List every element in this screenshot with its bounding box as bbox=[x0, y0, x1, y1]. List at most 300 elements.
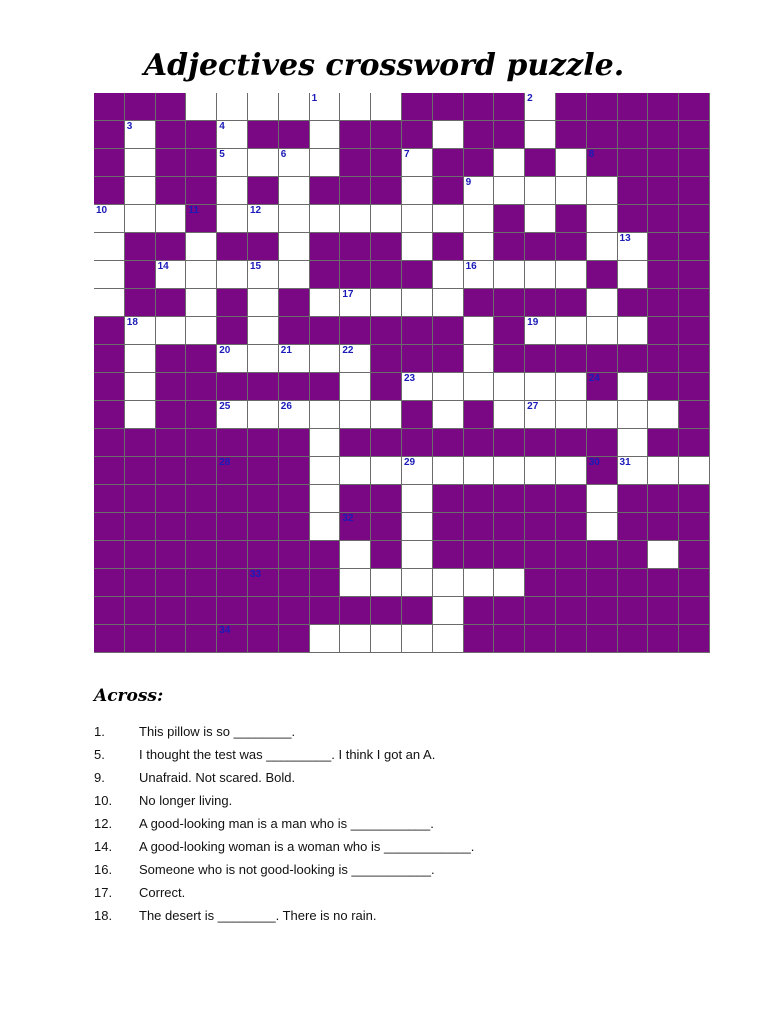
grid-cell-open[interactable] bbox=[279, 93, 310, 121]
grid-cell-block bbox=[217, 457, 248, 485]
grid-cell-open[interactable] bbox=[217, 177, 248, 205]
grid-cell-block bbox=[248, 513, 279, 541]
grid-cell-open[interactable] bbox=[556, 149, 587, 177]
grid-cell-open[interactable] bbox=[156, 317, 187, 345]
grid-cell-open[interactable] bbox=[279, 233, 310, 261]
grid-cell-block bbox=[248, 597, 279, 625]
clue-number: 10 bbox=[96, 205, 108, 216]
grid-cell-block bbox=[587, 93, 618, 121]
grid-cell-open[interactable] bbox=[248, 261, 279, 289]
grid-cell-open[interactable] bbox=[433, 121, 464, 149]
grid-cell-open[interactable] bbox=[525, 317, 556, 345]
grid-cell-block bbox=[125, 513, 156, 541]
grid-cell-open[interactable] bbox=[402, 541, 433, 569]
clue-item bbox=[94, 881, 714, 904]
grid-cell-open[interactable] bbox=[94, 289, 125, 317]
grid-cell-block bbox=[648, 233, 679, 261]
grid-cell-block bbox=[125, 485, 156, 513]
grid-cell-block bbox=[402, 597, 433, 625]
grid-cell-open[interactable] bbox=[279, 261, 310, 289]
grid-cell-block bbox=[494, 93, 525, 121]
grid-cell-block bbox=[587, 373, 618, 401]
grid-cell-open[interactable] bbox=[433, 625, 464, 653]
grid-cell-open[interactable] bbox=[618, 373, 649, 401]
clue-item-text: No longer living. bbox=[139, 793, 233, 808]
grid-cell-open[interactable] bbox=[464, 457, 495, 485]
grid-cell-block bbox=[186, 373, 217, 401]
grid-cell-open[interactable] bbox=[402, 513, 433, 541]
grid-cell-block bbox=[310, 177, 341, 205]
grid-cell-open[interactable] bbox=[310, 149, 341, 177]
clue-item-number: 18. bbox=[94, 908, 113, 923]
grid-cell-block bbox=[279, 121, 310, 149]
clue-number: 33 bbox=[249, 569, 262, 580]
grid-cell-open[interactable] bbox=[248, 93, 279, 121]
grid-cell-open[interactable] bbox=[402, 289, 433, 317]
grid-cell-open[interactable] bbox=[525, 457, 556, 485]
clue-item-number: 1. bbox=[94, 724, 105, 739]
clue-number: 12 bbox=[249, 205, 262, 216]
grid-cell-block bbox=[618, 597, 649, 625]
grid-cell-open[interactable] bbox=[340, 457, 371, 485]
grid-cell-open[interactable] bbox=[556, 373, 587, 401]
grid-cell-open[interactable] bbox=[371, 205, 402, 233]
grid-cell-block bbox=[679, 541, 710, 569]
clue-number: 27 bbox=[527, 401, 539, 412]
grid-cell-open[interactable] bbox=[618, 429, 649, 457]
clue-item-text: The desert is ________. There is no rain. bbox=[139, 908, 377, 923]
grid-cell-open[interactable] bbox=[464, 205, 495, 233]
grid-cell-open[interactable] bbox=[587, 485, 618, 513]
grid-cell-open[interactable] bbox=[340, 205, 371, 233]
grid-cell-block bbox=[556, 485, 587, 513]
grid-cell-open[interactable] bbox=[433, 569, 464, 597]
grid-cell-open[interactable] bbox=[310, 289, 341, 317]
grid-cell-block bbox=[525, 485, 556, 513]
grid-cell-block bbox=[679, 121, 710, 149]
grid-cell-block bbox=[433, 485, 464, 513]
grid-cell-block bbox=[217, 429, 248, 457]
grid-cell-open[interactable] bbox=[125, 345, 156, 373]
grid-cell-open[interactable] bbox=[279, 149, 310, 177]
grid-cell-block bbox=[494, 345, 525, 373]
grid-cell-open[interactable] bbox=[248, 289, 279, 317]
grid-cell-open[interactable] bbox=[433, 373, 464, 401]
grid-cell-block bbox=[433, 541, 464, 569]
clue-number: 16 bbox=[465, 261, 477, 272]
grid-cell-block bbox=[618, 177, 649, 205]
grid-cell-open[interactable] bbox=[156, 205, 187, 233]
grid-cell-open[interactable] bbox=[94, 261, 125, 289]
grid-cell-block bbox=[94, 485, 125, 513]
grid-cell-block bbox=[648, 513, 679, 541]
grid-cell-block bbox=[94, 569, 125, 597]
grid-cell-open[interactable] bbox=[371, 625, 402, 653]
grid-cell-open[interactable] bbox=[279, 401, 310, 429]
clue-number: 22 bbox=[342, 345, 354, 356]
grid-cell-open[interactable] bbox=[464, 569, 495, 597]
grid-cell-block bbox=[648, 569, 679, 597]
grid-cell-open[interactable] bbox=[186, 261, 217, 289]
grid-cell-block bbox=[94, 625, 125, 653]
clue-item-text: A good-looking woman is a woman who is ____________. bbox=[139, 839, 475, 854]
grid-cell-block bbox=[648, 625, 679, 653]
grid-cell-block bbox=[371, 233, 402, 261]
grid-cell-block bbox=[310, 597, 341, 625]
grid-cell-block bbox=[156, 429, 187, 457]
clue-number: 4 bbox=[219, 121, 225, 132]
clue-item bbox=[94, 835, 714, 858]
grid-cell-block bbox=[648, 317, 679, 345]
grid-cell-open[interactable] bbox=[371, 457, 402, 485]
grid-cell-block bbox=[464, 93, 495, 121]
grid-cell-open[interactable] bbox=[310, 93, 341, 121]
grid-cell-block bbox=[648, 289, 679, 317]
grid-cell-block bbox=[186, 457, 217, 485]
clue-item bbox=[94, 789, 714, 812]
grid-cell-block bbox=[587, 541, 618, 569]
grid-cell-open[interactable] bbox=[402, 373, 433, 401]
grid-cell-block bbox=[618, 345, 649, 373]
grid-cell-block bbox=[618, 541, 649, 569]
grid-cell-block bbox=[587, 569, 618, 597]
grid-cell-open[interactable] bbox=[217, 149, 248, 177]
grid-cell-open[interactable] bbox=[310, 205, 341, 233]
grid-cell-block bbox=[94, 597, 125, 625]
grid-cell-open[interactable] bbox=[618, 401, 649, 429]
grid-cell-open[interactable] bbox=[217, 205, 248, 233]
grid-cell-open[interactable] bbox=[125, 401, 156, 429]
clue-number: 2 bbox=[527, 93, 533, 104]
grid-cell-open[interactable] bbox=[310, 345, 341, 373]
grid-cell-block bbox=[494, 513, 525, 541]
grid-cell-block bbox=[217, 625, 248, 653]
grid-cell-open[interactable] bbox=[340, 93, 371, 121]
grid-cell-open[interactable] bbox=[340, 345, 371, 373]
grid-cell-open[interactable] bbox=[525, 401, 556, 429]
grid-cell-open[interactable] bbox=[340, 625, 371, 653]
grid-cell-open[interactable] bbox=[464, 233, 495, 261]
grid-cell-open[interactable] bbox=[525, 373, 556, 401]
clue-number: 14 bbox=[157, 261, 169, 272]
grid-cell-block bbox=[525, 625, 556, 653]
grid-cell-open[interactable] bbox=[248, 317, 279, 345]
grid-cell-open[interactable] bbox=[556, 457, 587, 485]
grid-cell-block bbox=[310, 541, 341, 569]
grid-cell-block bbox=[525, 233, 556, 261]
grid-cell-block bbox=[587, 261, 618, 289]
grid-cell-open[interactable] bbox=[217, 121, 248, 149]
across-clue-list bbox=[94, 720, 714, 927]
grid-cell-open[interactable] bbox=[402, 205, 433, 233]
grid-cell-open[interactable] bbox=[464, 373, 495, 401]
grid-cell-block bbox=[494, 233, 525, 261]
grid-cell-open[interactable] bbox=[464, 317, 495, 345]
grid-cell-block bbox=[679, 401, 710, 429]
grid-cell-open[interactable] bbox=[618, 233, 649, 261]
grid-cell-open[interactable] bbox=[310, 429, 341, 457]
grid-cell-open[interactable] bbox=[556, 401, 587, 429]
grid-cell-open[interactable] bbox=[648, 457, 679, 485]
grid-cell-block bbox=[433, 345, 464, 373]
grid-cell-open[interactable] bbox=[618, 457, 649, 485]
grid-cell-open[interactable] bbox=[494, 261, 525, 289]
grid-cell-block bbox=[402, 401, 433, 429]
clue-item bbox=[94, 858, 714, 881]
grid-cell-open[interactable] bbox=[587, 317, 618, 345]
grid-cell-open[interactable] bbox=[340, 289, 371, 317]
grid-cell-open[interactable] bbox=[587, 513, 618, 541]
grid-cell-open[interactable] bbox=[125, 205, 156, 233]
clue-number: 20 bbox=[219, 345, 231, 356]
grid-cell-block bbox=[525, 569, 556, 597]
grid-cell-block bbox=[587, 597, 618, 625]
grid-cell-open[interactable] bbox=[217, 345, 248, 373]
grid-cell-block bbox=[156, 289, 187, 317]
grid-cell-block bbox=[248, 121, 279, 149]
grid-cell-block bbox=[94, 177, 125, 205]
clue-number: 19 bbox=[527, 317, 539, 328]
grid-cell-block bbox=[340, 485, 371, 513]
grid-cell-open[interactable] bbox=[310, 401, 341, 429]
grid-cell-open[interactable] bbox=[648, 401, 679, 429]
page-title: Adjectives crossword puzzle. bbox=[143, 48, 625, 83]
grid-cell-block bbox=[525, 597, 556, 625]
across-heading: Across: bbox=[94, 686, 164, 706]
grid-cell-block bbox=[156, 121, 187, 149]
grid-cell-open[interactable] bbox=[618, 261, 649, 289]
grid-cell-open[interactable] bbox=[279, 177, 310, 205]
grid-cell-block bbox=[679, 289, 710, 317]
grid-cell-open[interactable] bbox=[433, 289, 464, 317]
grid-cell-block bbox=[556, 625, 587, 653]
grid-cell-block bbox=[186, 177, 217, 205]
grid-cell-open[interactable] bbox=[494, 569, 525, 597]
grid-cell-block bbox=[648, 205, 679, 233]
grid-cell-block bbox=[402, 317, 433, 345]
grid-cell-open[interactable] bbox=[217, 93, 248, 121]
grid-cell-open[interactable] bbox=[125, 149, 156, 177]
grid-cell-block bbox=[402, 121, 433, 149]
grid-cell-block bbox=[217, 541, 248, 569]
grid-cell-open[interactable] bbox=[186, 93, 217, 121]
grid-cell-open[interactable] bbox=[494, 177, 525, 205]
grid-cell-open[interactable] bbox=[125, 373, 156, 401]
clue-item bbox=[94, 743, 714, 766]
clue-item-text: Someone who is not good-looking is ___________. bbox=[139, 862, 435, 877]
grid-cell-open[interactable] bbox=[525, 205, 556, 233]
grid-cell-open[interactable] bbox=[94, 233, 125, 261]
grid-cell-block bbox=[217, 233, 248, 261]
grid-cell-open[interactable] bbox=[525, 93, 556, 121]
grid-cell-block bbox=[186, 569, 217, 597]
clue-number: 7 bbox=[403, 149, 410, 160]
clue-item-text: Correct. bbox=[139, 885, 186, 900]
clue-number: 26 bbox=[280, 401, 292, 412]
grid-cell-open[interactable] bbox=[310, 457, 341, 485]
grid-cell-block bbox=[310, 261, 341, 289]
grid-cell-block bbox=[618, 625, 649, 653]
grid-cell-block bbox=[494, 289, 525, 317]
grid-cell-open[interactable] bbox=[371, 289, 402, 317]
grid-cell-block bbox=[433, 93, 464, 121]
grid-cell-block bbox=[310, 373, 341, 401]
grid-cell-block bbox=[556, 541, 587, 569]
grid-cell-block bbox=[679, 345, 710, 373]
grid-cell-open[interactable] bbox=[402, 625, 433, 653]
grid-cell-block bbox=[525, 289, 556, 317]
grid-cell-open[interactable] bbox=[433, 205, 464, 233]
grid-cell-open[interactable] bbox=[186, 289, 217, 317]
grid-cell-open[interactable] bbox=[464, 261, 495, 289]
grid-cell-block bbox=[494, 541, 525, 569]
grid-cell-block bbox=[94, 457, 125, 485]
grid-cell-open[interactable] bbox=[279, 205, 310, 233]
grid-cell-block bbox=[494, 625, 525, 653]
grid-cell-open[interactable] bbox=[248, 345, 279, 373]
grid-cell-open[interactable] bbox=[556, 261, 587, 289]
grid-cell-block bbox=[156, 149, 187, 177]
clue-item-text: I thought the test was _________. I think I got an A. bbox=[139, 747, 436, 762]
clue-item-number: 16. bbox=[94, 862, 113, 877]
grid-cell-open[interactable] bbox=[340, 569, 371, 597]
grid-cell-block bbox=[94, 541, 125, 569]
grid-cell-open[interactable] bbox=[310, 625, 341, 653]
grid-cell-block bbox=[156, 233, 187, 261]
grid-cell-block bbox=[648, 373, 679, 401]
grid-cell-open[interactable] bbox=[340, 541, 371, 569]
grid-cell-block bbox=[248, 177, 279, 205]
grid-cell-open[interactable] bbox=[433, 261, 464, 289]
grid-cell-block bbox=[279, 597, 310, 625]
grid-cell-open[interactable] bbox=[125, 121, 156, 149]
grid-cell-open[interactable] bbox=[402, 457, 433, 485]
grid-cell-open[interactable] bbox=[402, 569, 433, 597]
grid-cell-open[interactable] bbox=[371, 93, 402, 121]
grid-cell-open[interactable] bbox=[402, 233, 433, 261]
grid-cell-open[interactable] bbox=[494, 401, 525, 429]
grid-cell-block bbox=[587, 149, 618, 177]
grid-cell-open[interactable] bbox=[125, 177, 156, 205]
grid-cell-open[interactable] bbox=[525, 121, 556, 149]
grid-cell-open[interactable] bbox=[587, 205, 618, 233]
grid-cell-block bbox=[186, 485, 217, 513]
grid-cell-open[interactable] bbox=[494, 149, 525, 177]
grid-cell-open[interactable] bbox=[494, 457, 525, 485]
grid-cell-open[interactable] bbox=[587, 177, 618, 205]
grid-cell-open[interactable] bbox=[248, 401, 279, 429]
clue-number: 21 bbox=[280, 345, 292, 356]
grid-cell-block bbox=[371, 429, 402, 457]
grid-cell-open[interactable] bbox=[525, 177, 556, 205]
grid-cell-block bbox=[340, 513, 371, 541]
grid-cell-block bbox=[433, 429, 464, 457]
grid-cell-block bbox=[648, 121, 679, 149]
grid-cell-block bbox=[156, 485, 187, 513]
grid-cell-open[interactable] bbox=[156, 261, 187, 289]
grid-cell-open[interactable] bbox=[186, 317, 217, 345]
grid-cell-block bbox=[402, 345, 433, 373]
grid-cell-open[interactable] bbox=[464, 177, 495, 205]
clue-item-number: 14. bbox=[94, 839, 113, 854]
grid-cell-open[interactable] bbox=[402, 485, 433, 513]
grid-cell-block bbox=[525, 513, 556, 541]
grid-cell-open[interactable] bbox=[556, 177, 587, 205]
grid-cell-block bbox=[587, 345, 618, 373]
grid-cell-open[interactable] bbox=[310, 485, 341, 513]
grid-cell-block bbox=[556, 93, 587, 121]
grid-cell-block bbox=[94, 121, 125, 149]
grid-cell-block bbox=[310, 569, 341, 597]
grid-cell-open[interactable] bbox=[679, 457, 710, 485]
grid-cell-open[interactable] bbox=[433, 457, 464, 485]
grid-cell-open[interactable] bbox=[587, 289, 618, 317]
grid-cell-open[interactable] bbox=[340, 373, 371, 401]
grid-cell-open[interactable] bbox=[618, 317, 649, 345]
clue-number: 25 bbox=[219, 401, 231, 412]
grid-cell-block bbox=[464, 513, 495, 541]
grid-cell-open[interactable] bbox=[371, 569, 402, 597]
grid-cell-block bbox=[340, 261, 371, 289]
grid-cell-block bbox=[125, 569, 156, 597]
clue-number: 18 bbox=[126, 317, 138, 328]
grid-cell-open[interactable] bbox=[556, 317, 587, 345]
grid-cell-block bbox=[186, 121, 217, 149]
grid-cell-block bbox=[371, 149, 402, 177]
grid-cell-block bbox=[494, 205, 525, 233]
grid-cell-open[interactable] bbox=[402, 177, 433, 205]
grid-cell-open[interactable] bbox=[94, 205, 125, 233]
grid-cell-open[interactable] bbox=[310, 121, 341, 149]
grid-cell-open[interactable] bbox=[217, 261, 248, 289]
grid-cell-block bbox=[248, 569, 279, 597]
grid-cell-block bbox=[186, 401, 217, 429]
grid-cell-block bbox=[186, 541, 217, 569]
grid-cell-open[interactable] bbox=[433, 401, 464, 429]
grid-cell-open[interactable] bbox=[310, 513, 341, 541]
grid-cell-block bbox=[464, 121, 495, 149]
grid-cell-open[interactable] bbox=[125, 317, 156, 345]
clue-number: 8 bbox=[588, 149, 595, 160]
grid-cell-open[interactable] bbox=[340, 401, 371, 429]
grid-cell-block bbox=[186, 513, 217, 541]
grid-cell-open[interactable] bbox=[217, 401, 248, 429]
grid-cell-open[interactable] bbox=[494, 373, 525, 401]
grid-cell-open[interactable] bbox=[587, 233, 618, 261]
grid-cell-open[interactable] bbox=[433, 597, 464, 625]
grid-cell-block bbox=[186, 625, 217, 653]
grid-cell-block bbox=[525, 345, 556, 373]
grid-cell-open[interactable] bbox=[279, 345, 310, 373]
grid-cell-open[interactable] bbox=[525, 261, 556, 289]
grid-cell-block bbox=[125, 625, 156, 653]
grid-cell-block bbox=[125, 457, 156, 485]
grid-cell-open[interactable] bbox=[587, 401, 618, 429]
grid-cell-open[interactable] bbox=[186, 233, 217, 261]
grid-cell-open[interactable] bbox=[371, 401, 402, 429]
grid-cell-open[interactable] bbox=[648, 541, 679, 569]
clue-number: 3 bbox=[126, 121, 133, 132]
clue-number: 6 bbox=[280, 149, 287, 160]
clue-item-number: 12. bbox=[94, 816, 113, 831]
grid-cell-block bbox=[464, 625, 495, 653]
grid-cell-open[interactable] bbox=[248, 205, 279, 233]
grid-cell-open[interactable] bbox=[464, 345, 495, 373]
grid-cell-block bbox=[371, 261, 402, 289]
grid-cell-open[interactable] bbox=[402, 149, 433, 177]
grid-cell-block bbox=[556, 205, 587, 233]
grid-cell-open[interactable] bbox=[248, 149, 279, 177]
